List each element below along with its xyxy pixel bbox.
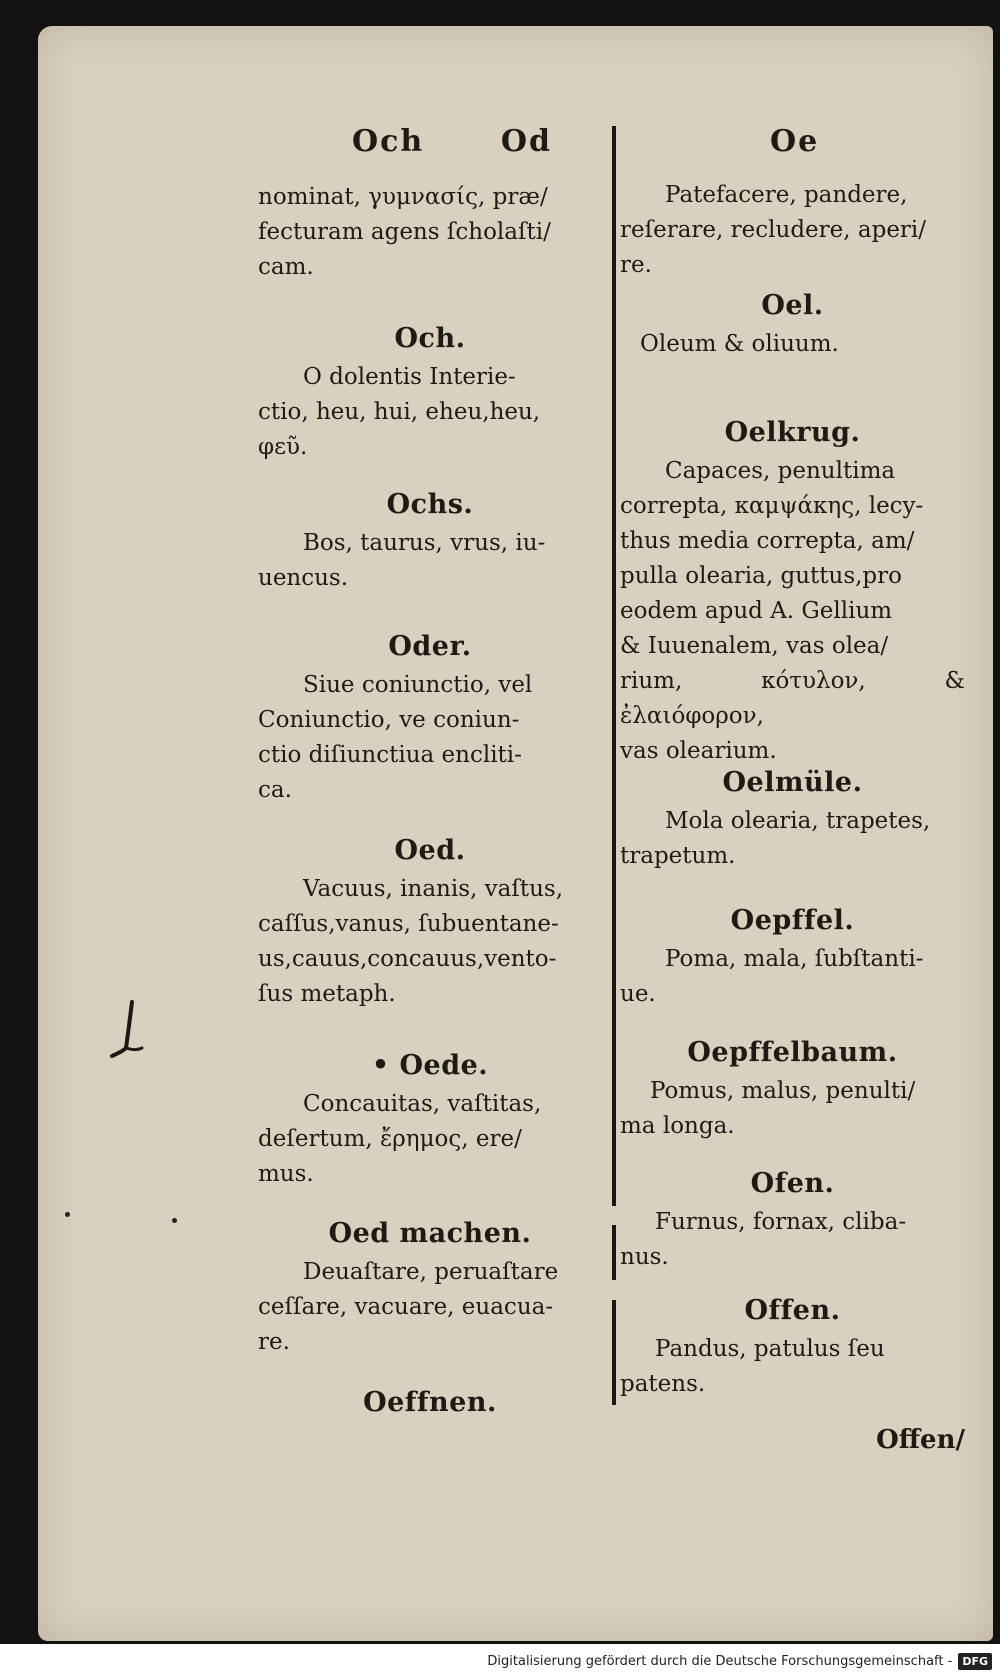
- running-head-left-b: Od: [500, 124, 552, 159]
- gloss-line: cam.: [258, 254, 314, 280]
- gloss: [620, 1332, 965, 1402]
- entry-oepffelbaum: [620, 1032, 965, 1144]
- entry-oeffnen: [258, 1382, 602, 1424]
- gloss-line: ca.: [258, 777, 292, 803]
- gloss-line: caſſus,vanus, ſubuentane-: [258, 911, 559, 937]
- gloss-line: Vacuus, inanis, vaſtus,: [303, 876, 564, 902]
- gloss-line: ceſſare, vacuare, euacua-: [258, 1294, 554, 1320]
- entry-oed-machen: [258, 1213, 602, 1360]
- gloss: [258, 526, 602, 596]
- gloss-line: thus media correpta, am/: [620, 528, 915, 554]
- margin-ink-mark: [110, 1000, 144, 1062]
- gloss-line: Poma, mala, ſubſtanti-: [665, 946, 924, 972]
- gloss-line: deſertum, ἔρημος, ere/: [258, 1126, 522, 1152]
- headword: Oepffel.: [730, 905, 855, 936]
- gloss-line: Mola olearia, trapetes,: [665, 808, 931, 834]
- running-head-left: [352, 124, 552, 159]
- gloss-line: Deuaſtare, peruaſtare: [303, 1259, 559, 1285]
- gloss-line: Siue coniunctio, vel: [303, 672, 533, 698]
- entry-och: [258, 318, 602, 465]
- column-rule-top: [612, 126, 616, 1206]
- gloss: [258, 1255, 602, 1360]
- gloss-line: eodem apud A. Gellium: [620, 598, 893, 624]
- gloss-line: trapetum.: [620, 843, 736, 869]
- headword: Oder.: [388, 631, 472, 662]
- column-rule-middle: [612, 1225, 616, 1280]
- headword: Ofen.: [750, 1168, 835, 1199]
- gloss-line: patens.: [620, 1371, 706, 1397]
- gloss: [258, 360, 602, 465]
- gloss-line: Pomus, malus, penulti/: [650, 1078, 916, 1104]
- running-head-left-a: Och: [352, 124, 425, 159]
- headword: Och.: [394, 323, 466, 354]
- margin-dot: [172, 1218, 177, 1223]
- gloss-line: Bos, taurus, vrus, iu-: [303, 530, 546, 556]
- gloss-line: nus.: [620, 1244, 669, 1270]
- headword: Oeffnen.: [363, 1387, 497, 1418]
- headword: Oelkrug.: [724, 417, 861, 448]
- running-head-right: Oe: [770, 124, 820, 159]
- gloss-line: correpta, καμψάκης, lecy-: [620, 493, 924, 519]
- gloss-line: reſerare, recludere, aperi/: [620, 217, 927, 243]
- gloss-line: ue.: [620, 981, 656, 1007]
- entry-oelmuele: [620, 762, 965, 874]
- gloss: [620, 942, 965, 1012]
- gloss-line: fecturam agens ſcholaſti/: [258, 219, 551, 245]
- headword: Offen.: [744, 1295, 841, 1326]
- gloss: [620, 178, 965, 283]
- gloss-line: pulla olearia, guttus,pro: [620, 563, 902, 589]
- dfg-logo-icon: DFG: [958, 1653, 992, 1670]
- gloss-line: Furnus, fornax, cliba-: [655, 1209, 907, 1235]
- gloss-line: Concauitas, vaſtitas,: [303, 1091, 542, 1117]
- gloss-line: ctio diſiunctiua encliti-: [258, 742, 522, 768]
- gloss-line: Oleum & oliuum.: [640, 331, 839, 357]
- gloss-line: ſus metaph.: [258, 981, 396, 1007]
- gloss-line: Patefacere, pandere,: [665, 182, 908, 208]
- gloss-line: re.: [620, 252, 652, 278]
- entry-oede: [258, 1045, 602, 1192]
- gloss-line: us,cauus,concauus,vento-: [258, 946, 557, 972]
- gloss: [258, 872, 602, 1012]
- entry-oder: [258, 626, 602, 808]
- headword: Oel.: [761, 290, 824, 321]
- gloss-line: uencus.: [258, 565, 349, 591]
- gloss-line: ma longa.: [620, 1113, 735, 1139]
- gloss-line: ctio, heu, hui, eheu,heu,: [258, 399, 541, 425]
- entry-oelkrug: [620, 412, 965, 769]
- gloss: [620, 1074, 965, 1144]
- gloss-line: & Iuuenalem, vas olea/: [620, 633, 889, 659]
- entry-ochs: [258, 484, 602, 596]
- entry-oel: [620, 285, 965, 362]
- gloss-line: Coniunctio, ve coniun-: [258, 707, 520, 733]
- gloss: [620, 1205, 965, 1275]
- headword: • Oede.: [371, 1050, 489, 1081]
- gloss-line: φεῦ.: [258, 434, 308, 460]
- gloss: [620, 454, 965, 769]
- entry-oepffel: [620, 900, 965, 1012]
- gloss-line: vas olearium.: [620, 738, 777, 764]
- margin-dot: [65, 1212, 70, 1217]
- gloss: [258, 180, 602, 285]
- catchword: Offen/: [876, 1425, 965, 1455]
- footer-credit: Digitalisierung gefördert durch die Deutsche Forschungsgemeinschaft -: [487, 1653, 953, 1669]
- gloss-line: O dolentis Interie-: [303, 364, 516, 390]
- left-intro: [258, 180, 602, 285]
- gloss: [620, 327, 965, 362]
- headword: Ochs.: [386, 489, 474, 520]
- gloss-line: Capaces, penultima: [665, 458, 896, 484]
- entry-ofen: [620, 1163, 965, 1275]
- gloss: [258, 1087, 602, 1192]
- gloss-line: Pandus, patulus ſeu: [655, 1336, 885, 1362]
- headword: Oed machen.: [328, 1218, 532, 1249]
- headword: Oelmüle.: [722, 767, 863, 798]
- headword: Oed.: [394, 835, 466, 866]
- gloss: [258, 668, 602, 808]
- headword: Oepffelbaum.: [687, 1037, 898, 1068]
- right-intro: [620, 178, 965, 283]
- gloss: [620, 804, 965, 874]
- entry-oed: [258, 830, 602, 1012]
- gloss-line: rium, κότυλον, & ἐλαιόφορον,: [620, 668, 965, 729]
- digitization-footer: [0, 1644, 1000, 1678]
- column-rule-bottom: [612, 1300, 616, 1405]
- gloss-line: nominat, γυμνασίς, præ/: [258, 184, 548, 210]
- gloss-line: mus.: [258, 1161, 314, 1187]
- gloss-line: re.: [258, 1329, 290, 1355]
- entry-offen: [620, 1290, 965, 1402]
